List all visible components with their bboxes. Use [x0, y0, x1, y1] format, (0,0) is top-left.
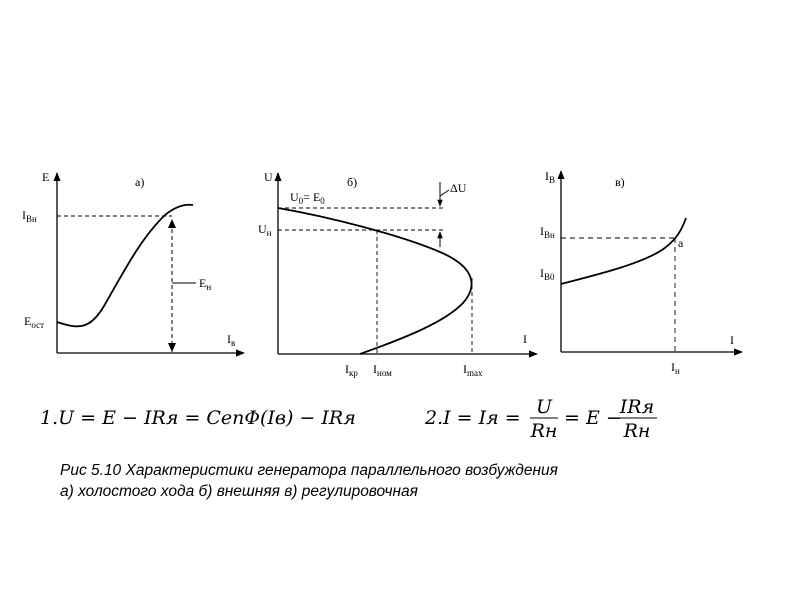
panel-a-arrow-label: $E_н$: [199, 276, 212, 292]
panel-b-delta-leader: [440, 190, 449, 196]
panel-c-y-axis-label: $I_В$: [545, 169, 556, 185]
panel-b-tag: б): [347, 175, 358, 189]
panel-b-u0-label: $U_0= E_0$: [290, 190, 325, 206]
equation-2-middle: = E −: [564, 407, 622, 429]
panel-c-in-label: $I_н$: [671, 360, 680, 376]
panel-c-level-low-label: $I_{В0}$: [540, 266, 555, 282]
equation-2-lhs: 2.I = Iя =: [425, 407, 521, 429]
figure-caption: [60, 460, 760, 502]
panel-a-y-axis-label: E: [42, 170, 50, 184]
panel-a-tag: a): [135, 175, 145, 189]
equation-2-denominator-1: Rн: [530, 420, 558, 442]
equation-2-numerator-2: IRя: [619, 396, 655, 418]
panel-a-level-high-label: $I_{Вн}$: [22, 208, 37, 224]
equations: [40, 396, 657, 442]
panel-b-ikr-label: $I_{кр}$: [345, 362, 358, 378]
panel-a-no-load-characteristic: [22, 170, 244, 353]
panel-a-level-low-label: $E_{ост}$: [24, 314, 44, 330]
caption-line-2: а) холостого хода б) внешняя в) регулировочная: [60, 483, 418, 500]
panel-a-arrowhead-top: [168, 219, 176, 228]
panel-b-y-axis-label: U: [264, 170, 273, 184]
panel-a-x-axis-label: $I_в$: [227, 332, 236, 348]
panel-c-tag: в): [615, 175, 625, 189]
panel-b-un-label: $U_н$: [258, 222, 272, 238]
panel-b-inom-label: $I_{ном}$: [373, 362, 392, 378]
panel-a-arrowhead-bottom: [168, 343, 176, 352]
panel-c-curve: [561, 218, 686, 284]
equation-2-numerator-1: U: [535, 396, 553, 418]
equation-1: 1.U = E − IRя = CenΦ(Iв) − IRя: [40, 407, 356, 429]
panel-c-x-axis-label: I: [730, 333, 734, 347]
panel-b-imax-label: $I_{max}$: [463, 362, 483, 378]
panel-c-level-high-label: $I_{Вн}$: [540, 224, 555, 240]
panel-b-external-characteristic: [258, 170, 537, 378]
panel-c-regulation-characteristic: [540, 169, 742, 376]
panel-b-x-axis-label: I: [523, 332, 527, 346]
equation-2-denominator-2: Rн: [623, 420, 651, 442]
panel-c-point-label: a: [678, 236, 684, 250]
panel-b-delta-u-label: ΔU: [450, 181, 467, 195]
caption-line-1: Рис 5.10 Характеристики генератора параллельного возбуждения: [60, 462, 558, 479]
